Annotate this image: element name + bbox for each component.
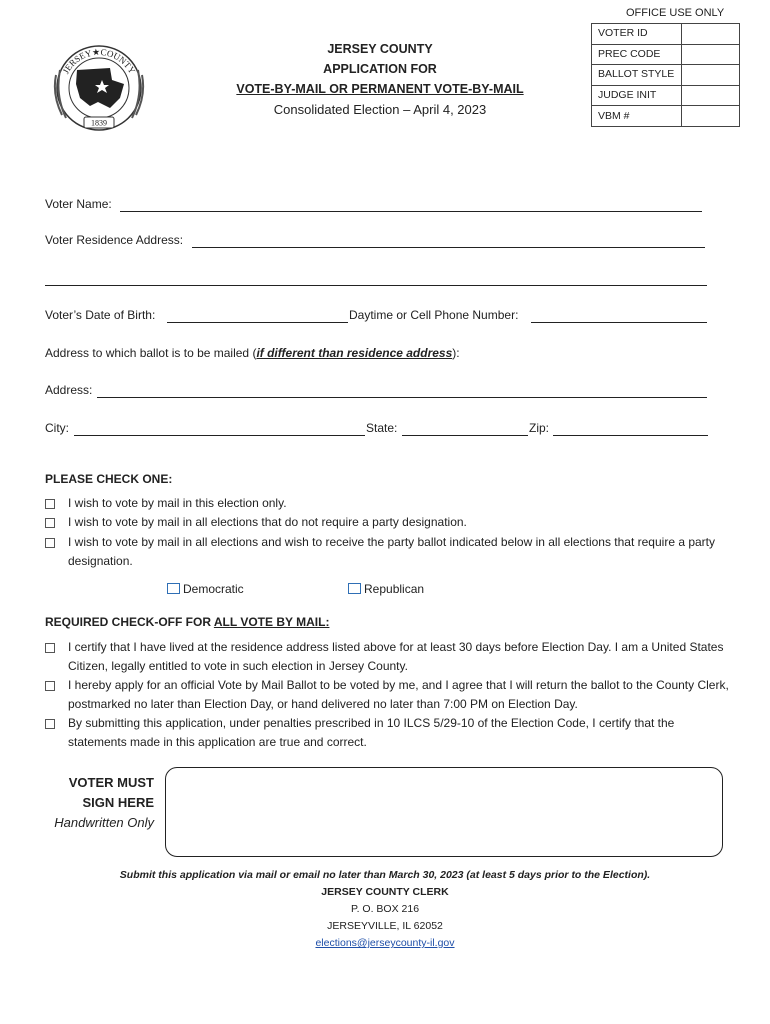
zip-field[interactable] xyxy=(553,421,708,436)
option-checkbox[interactable] xyxy=(45,538,55,548)
residence-field-line2[interactable] xyxy=(45,271,707,286)
clerk-email-link[interactable]: elections@jerseycounty-il.gov xyxy=(315,937,455,949)
office-row xyxy=(592,106,740,127)
office-row-label: VBM # xyxy=(592,106,682,127)
voter-name-field[interactable] xyxy=(120,197,702,212)
office-row-label: PREC CODE xyxy=(592,44,682,65)
office-row-value xyxy=(682,85,740,106)
residence-row xyxy=(45,233,707,249)
seal-top-text: JERSEY★COUNTY xyxy=(60,46,138,76)
office-row-label: JUDGE INIT xyxy=(592,85,682,106)
office-row xyxy=(592,24,740,45)
check-one-heading: PLEASE CHECK ONE: xyxy=(45,472,173,486)
mail-address-note xyxy=(45,346,460,362)
certify-checkbox[interactable] xyxy=(45,643,55,653)
phone-field[interactable] xyxy=(531,308,707,323)
phone-label: Daytime or Cell Phone Number: xyxy=(349,308,519,322)
clerk-city: JERSEYVILLE, IL 62052 xyxy=(327,920,443,932)
mail-address-row xyxy=(45,383,707,399)
certify-checkbox[interactable] xyxy=(45,681,55,691)
dob-phone-row xyxy=(45,308,707,324)
office-row-label: VOTER ID xyxy=(592,24,682,45)
county-seal-logo xyxy=(50,40,148,132)
office-row xyxy=(592,85,740,106)
signature-label-line2: SIGN HERE xyxy=(82,795,154,810)
certify-residence-item xyxy=(45,638,735,676)
party-label: Democratic xyxy=(183,582,244,596)
form-header xyxy=(220,39,540,121)
dob-label: Voter’s Date of Birth: xyxy=(45,308,156,322)
office-row-value xyxy=(682,44,740,65)
option-text: I wish to vote by mail in all elections that do not require a party designation. xyxy=(68,515,467,529)
zip-label: Zip: xyxy=(529,421,550,435)
dob-field[interactable] xyxy=(167,308,348,323)
option-text: I wish to vote by mail in this election only. xyxy=(68,496,287,510)
mail-note-prefix: Address to which ballot is to be mailed ( xyxy=(45,346,257,360)
office-row-value xyxy=(682,65,740,86)
office-row-label: BALLOT STYLE xyxy=(592,65,682,86)
option-checkbox[interactable] xyxy=(45,499,55,509)
clerk-pobox: P. O. BOX 216 xyxy=(350,903,420,915)
state-label: State: xyxy=(366,421,398,435)
certify-text: I certify that I have lived at the residence address listed above for at least 30 days before Election Day. I am a United States Citizen, legally entitled to vote in such election in Jersey County. xyxy=(68,640,724,673)
submission-footer xyxy=(0,867,770,952)
mail-note-suffix: ): xyxy=(452,346,460,360)
signature-label xyxy=(40,773,154,833)
party-republican[interactable] xyxy=(348,582,424,596)
party-checkbox[interactable] xyxy=(348,583,361,594)
state-field[interactable] xyxy=(402,421,528,436)
header-application: APPLICATION FOR xyxy=(323,62,437,76)
vote-option-party-ballot xyxy=(45,533,735,571)
signature-label-line3: Handwritten Only xyxy=(54,815,154,830)
certify-penalty-item xyxy=(45,714,735,752)
header-county: JERSEY COUNTY xyxy=(327,42,433,56)
city-label: City: xyxy=(45,421,69,435)
certify-checkbox[interactable] xyxy=(45,719,55,729)
office-use-table xyxy=(591,23,740,127)
seal-year: 1839 xyxy=(91,118,107,128)
office-row xyxy=(592,44,740,65)
required-heading xyxy=(45,615,329,629)
office-use-title: OFFICE USE ONLY xyxy=(626,7,725,19)
address-label: Address: xyxy=(45,383,93,397)
city-field[interactable] xyxy=(74,421,365,436)
office-row-value xyxy=(682,24,740,45)
voter-name-label: Voter Name: xyxy=(45,197,112,211)
office-row xyxy=(592,65,740,86)
clerk-office: JERSEY COUNTY CLERK xyxy=(321,886,449,898)
party-democratic[interactable] xyxy=(167,582,244,596)
city-state-zip-row xyxy=(45,421,708,437)
residence-field[interactable] xyxy=(192,233,705,248)
office-row-value xyxy=(682,106,740,127)
header-form-title: VOTE-BY-MAIL OR PERMANENT VOTE-BY-MAIL xyxy=(236,82,524,96)
signature-label-line1: VOTER MUST xyxy=(68,775,154,790)
option-checkbox[interactable] xyxy=(45,518,55,528)
option-text: I wish to vote by mail in all elections and wish to receive the party ballot indicated below in all elections that require a party designation. xyxy=(68,535,716,568)
required-heading-prefix: REQUIRED CHECK-OFF FOR xyxy=(45,615,214,629)
address-field[interactable] xyxy=(97,383,707,398)
signature-box[interactable] xyxy=(165,767,723,857)
certify-text: I hereby apply for an official Vote by Mail Ballot to be voted by me, and I agree that I will return the ballot to the County Clerk, postmarked no later than Election Day, or hand delivered no later than 7:00 PM on Election Day. xyxy=(68,678,729,711)
mail-note-emphasis: if different than residence address xyxy=(256,346,453,360)
certify-text: By submitting this application, under penalties prescribed in 10 ILCS 5/29-10 of the Election Code, I certify that the statements made in this application are true and correct. xyxy=(68,716,675,749)
voter-name-row xyxy=(45,197,705,213)
required-heading-emphasis: ALL VOTE BY MAIL: xyxy=(213,615,330,629)
vote-option-this-election xyxy=(45,494,735,513)
submission-deadline: Submit this application via mail or email no later than March 30, 2023 (at least 5 days prior to the Election). xyxy=(119,869,651,881)
party-label: Republican xyxy=(364,582,425,596)
vote-option-nonpartisan xyxy=(45,513,735,532)
header-election: Consolidated Election – April 4, 2023 xyxy=(273,102,487,117)
party-checkbox[interactable] xyxy=(167,583,180,594)
certify-apply-item xyxy=(45,676,735,714)
residence-label: Voter Residence Address: xyxy=(45,233,184,247)
